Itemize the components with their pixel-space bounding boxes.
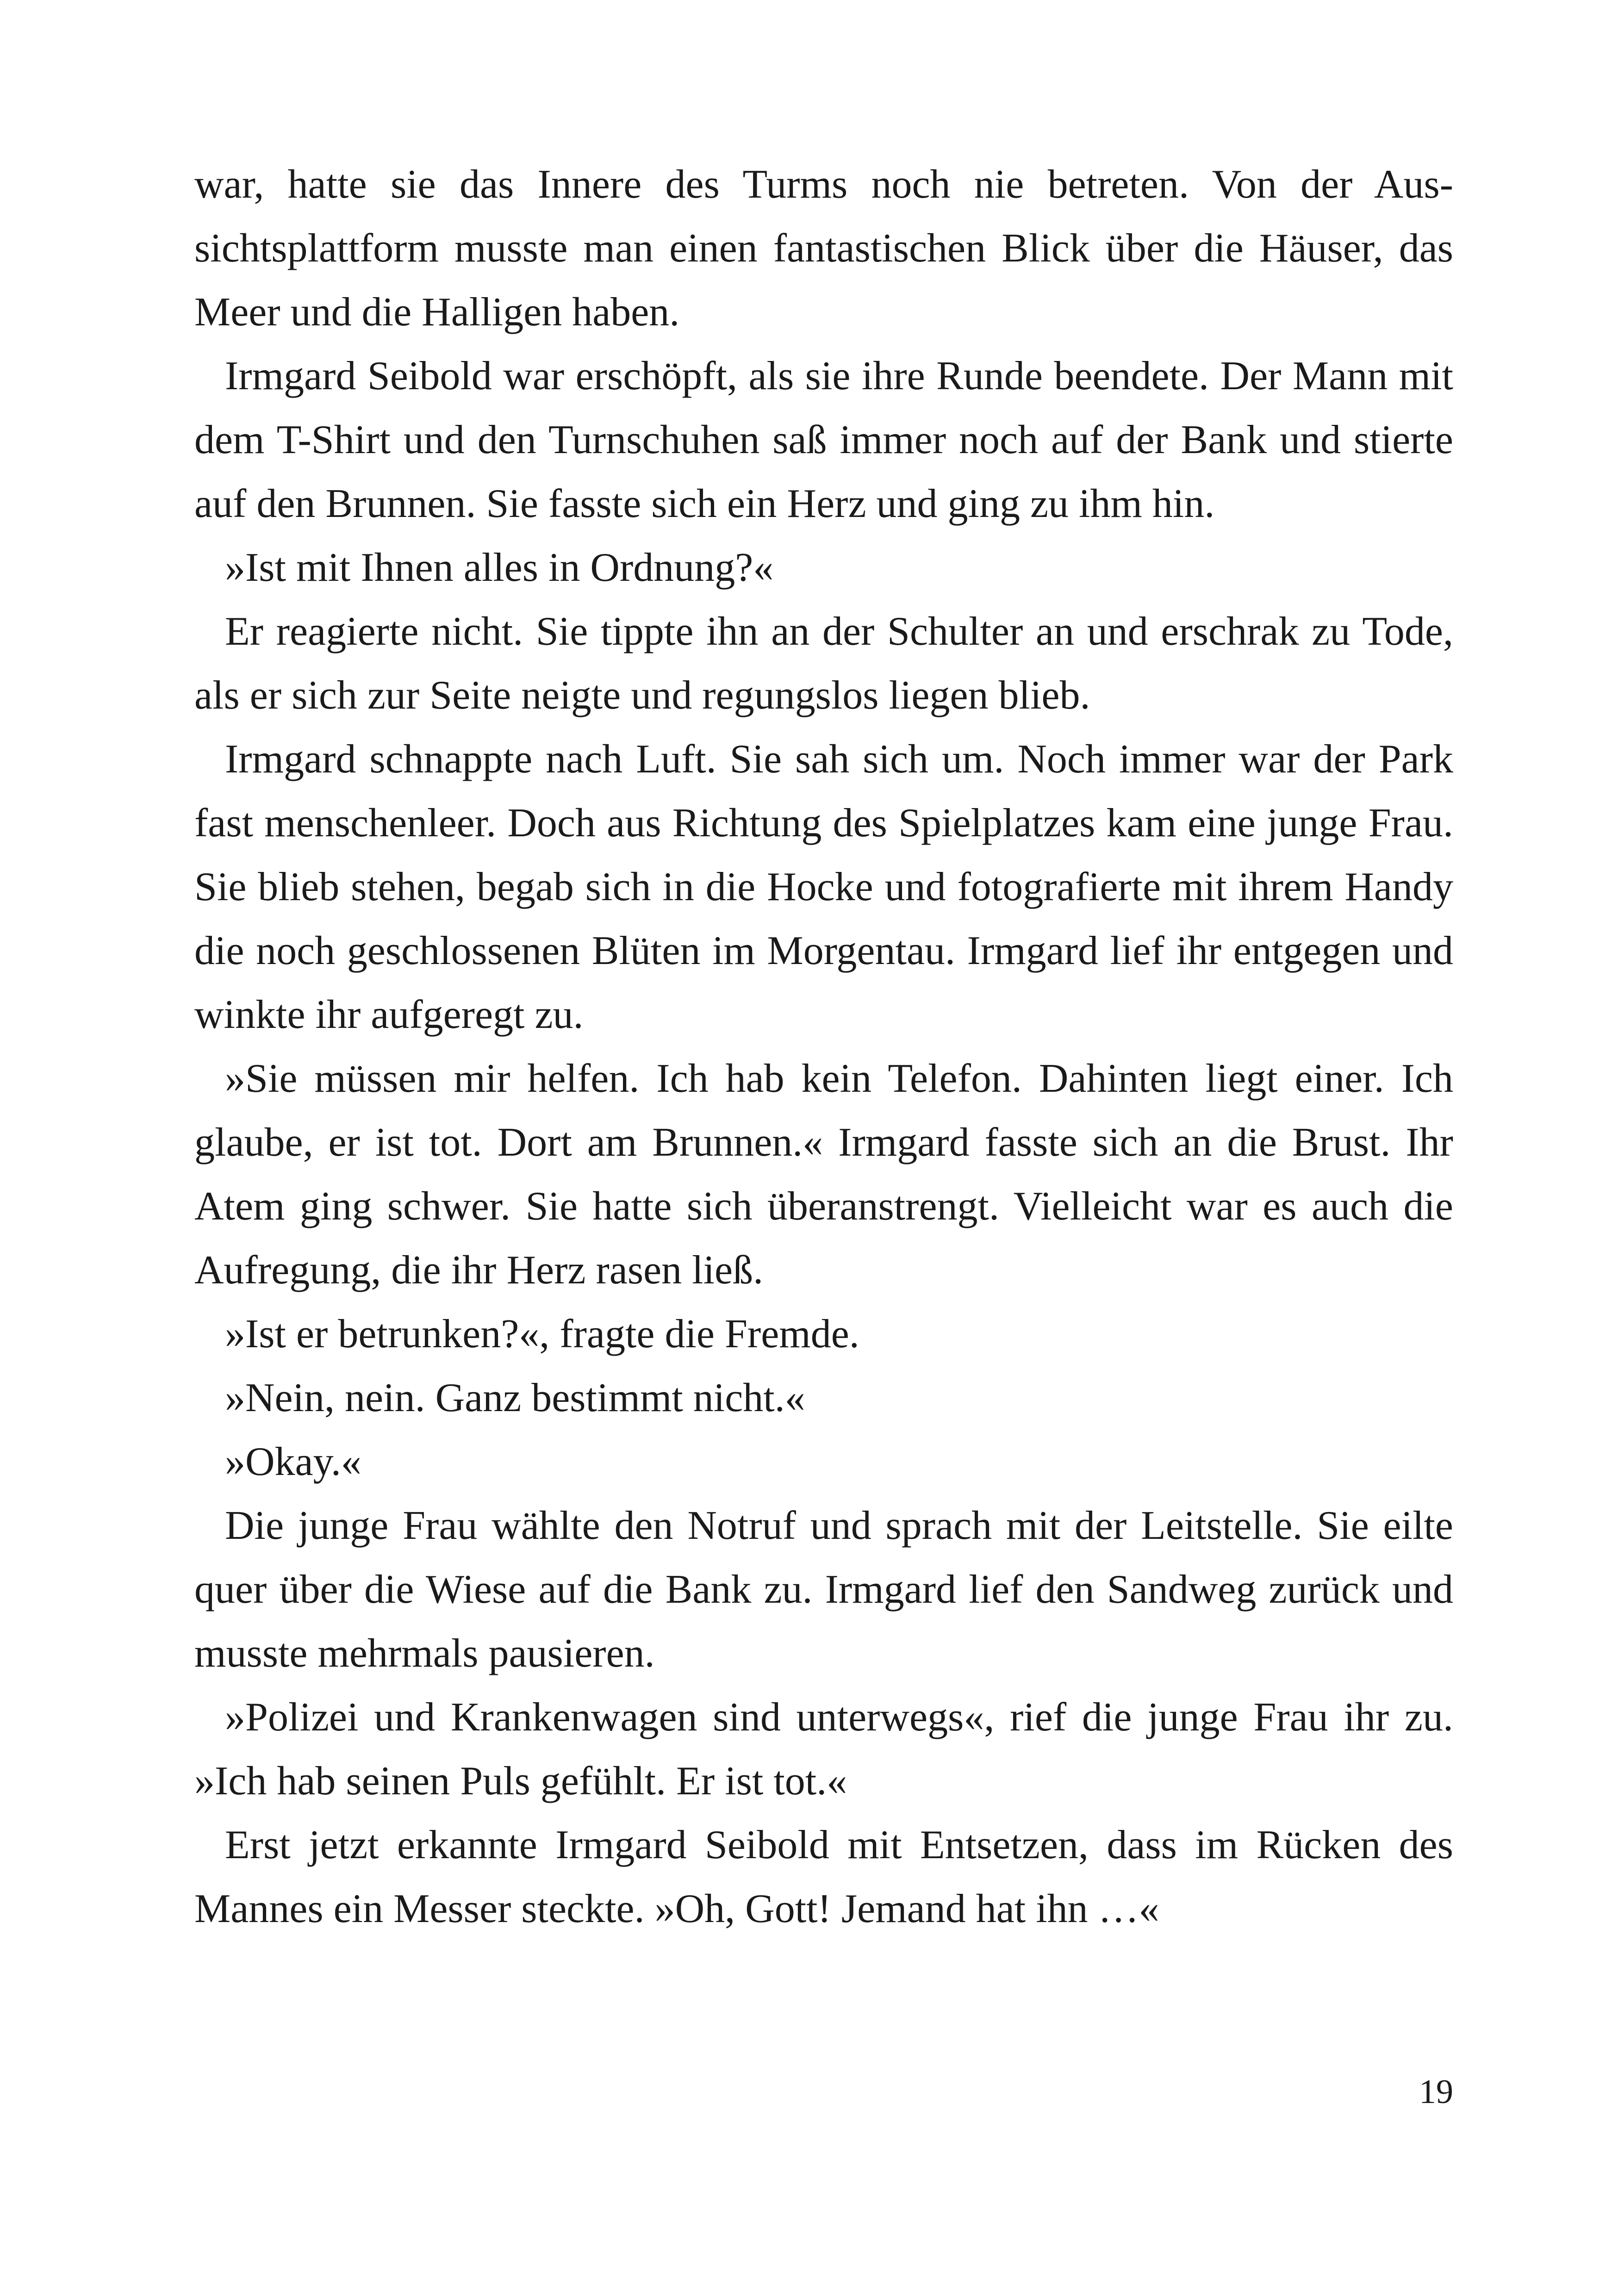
paragraph: »Ist mit Ihnen alles in Ordnung?« (225, 545, 774, 590)
paragraph: »Nein, nein. Ganz bestimmt nicht.« (225, 1375, 805, 1420)
paragraph: Die junge Frau wählte den Notruf und sprach mit der Leitstelle. Sie eilte quer über die Wiese auf die Bank zu. Irmgard lief den Sandweg zurück und musste mehrmals pausieren. (194, 1503, 1453, 1676)
body-text (194, 153, 1453, 1941)
paragraph: Irmgard Seibold war erschöpft, als sie ihre Runde beendete. Der Mann mit dem T-Shirt und den Turnschuhen saß immer noch auf der Bank und stierte auf den Brunnen. Sie fasste sich ein Herz und ging zu ihm hin. (194, 354, 1453, 526)
paragraph: Irmgard schnappte nach Luft. Sie sah sich um. Noch immer war der Park fast menschenleer. Doch aus Richtung des Spielplatzes kam eine junge Frau. Sie blieb stehen, begab sich in die Hocke und fotografierte mit ihrem Handy die noch geschlossenen Blüten im Morgentau. Irmgard lief ihr entgegen und winkte ihr aufgeregt zu. (194, 737, 1453, 1037)
paragraph: Erst jetzt erkannte Irmgard Seibold mit Entsetzen, dass im Rücken des Mannes ein Messer steckte. »Oh, Gott! Jemand hat ihn …« (194, 1823, 1453, 1931)
paragraph: »Polizei und Krankenwagen sind unterwegs«, rief die junge Frau ihr zu. »Ich hab seinen Puls gefühlt. Er ist tot.« (194, 1695, 1453, 1804)
paragraph: Er reagierte nicht. Sie tippte ihn an der Schulter an und erschrak zu Tode, als er sich zur Seite neigte und regungslos liegen blieb. (194, 609, 1453, 718)
paragraph: »Sie müssen mir helfen. Ich hab kein Telefon. Dahinten liegt einer. Ich glaube, er ist tot. Dort am Brunnen.« Irmgard fasste sich an die Brust. Ihr Atem ging schwer. Sie hatte sich überanstrengt. Vielleicht war es auch die Aufregung, die ihr Herz rasen ließ. (194, 1056, 1453, 1293)
page-number: 19 (1419, 2073, 1453, 2111)
paragraph: »Ist er betrunken?«, fragte die Fremde. (225, 1312, 859, 1356)
paragraph: war, hatte sie das Innere des Turms noch nie betreten. Von der Aussichtsplattform musste man einen fantastischen Blick über die Häuser, das Meer und die Halligen haben. (194, 162, 1453, 335)
paragraph: »Okay.« (225, 1439, 361, 1484)
